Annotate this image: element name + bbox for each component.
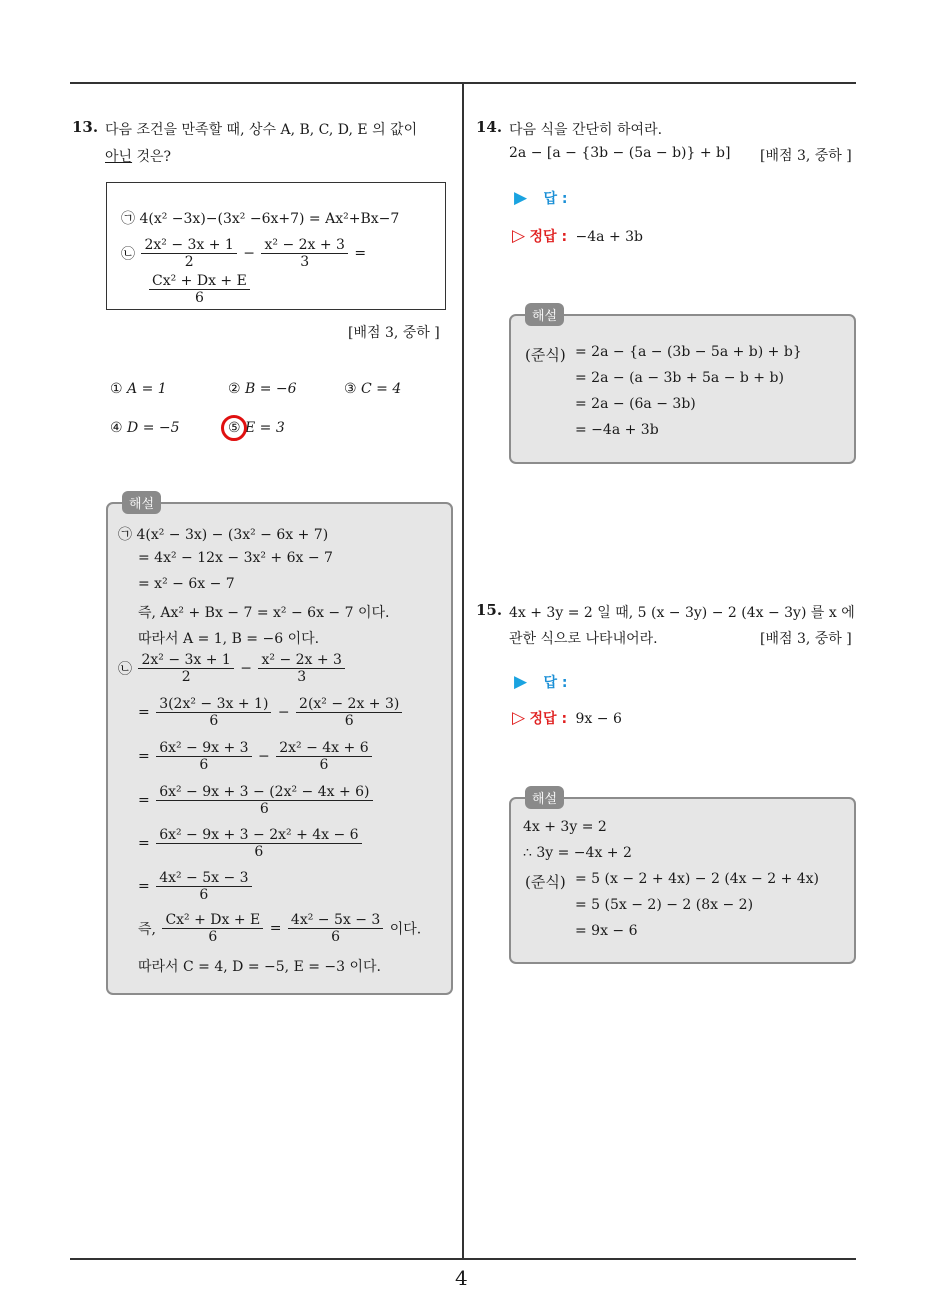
fraction <box>141 237 236 270</box>
solution-tag: 해설 <box>525 303 564 326</box>
equals-sign: = <box>354 245 367 262</box>
condition-2-rhs <box>147 273 252 306</box>
choice-mark: ② <box>228 381 241 397</box>
denominator: 2 <box>184 254 194 271</box>
fraction <box>156 784 372 817</box>
solution-box <box>509 792 856 964</box>
numerator: 3(2x² − 3x + 1) <box>156 696 271 713</box>
choice-text: E = 3 <box>245 420 285 436</box>
selected-answer-circle <box>221 415 247 441</box>
fraction <box>156 827 361 860</box>
denominator: 3 <box>297 669 307 686</box>
choice-mark: ① <box>110 381 123 397</box>
sol-line-9 <box>138 784 375 817</box>
minus-sign: − <box>240 660 253 677</box>
question-expression: 2a − [a − {3b − (5a − b)} + b] <box>509 145 731 161</box>
fraction <box>138 652 233 685</box>
sol-line-1: 4x + 3y = 2 <box>523 819 607 835</box>
sol-line-11 <box>138 870 254 903</box>
fraction <box>162 912 263 945</box>
score-label: [배점 3, 중하 ] <box>760 148 852 164</box>
numerator: 2(x² − 2x + 3) <box>296 696 402 713</box>
condition-1-expr: 4(x² −3x)−(3x² −6x+7) = Ax²+Bx−7 <box>139 211 400 227</box>
condition-mark: ㉡ <box>118 661 132 678</box>
fraction <box>296 696 402 729</box>
sol-line-2: = 2a − (a − 3b + 5a − b + b) <box>575 370 784 386</box>
question-number: 14. <box>476 118 503 136</box>
question-text: 다음 식을 간단히 하여라. <box>509 122 663 138</box>
minus-sign: − <box>258 748 270 765</box>
choice-3[interactable] <box>344 381 401 397</box>
choice-2[interactable] <box>228 381 297 397</box>
answer-input-row[interactable] <box>514 672 568 692</box>
equals-sign: = <box>138 748 150 765</box>
question-text-rest: 것은? <box>132 149 172 165</box>
denominator: 6 <box>209 713 219 730</box>
sol-line-3: = 5 (x − 2 + 4x) − 2 (4x − 2 + 4x) <box>575 871 820 887</box>
sol-line-10 <box>138 827 364 860</box>
center-divider <box>462 82 464 1260</box>
equals-sign: = <box>138 792 150 809</box>
bottom-rule <box>70 1258 856 1260</box>
denominator: 6 <box>319 757 329 774</box>
sol-line-8 <box>138 740 374 773</box>
sol-line-2: = 4x² − 12x − 3x² + 6x − 7 <box>138 550 333 566</box>
numerator: 6x² − 9x + 3 − 2x² + 4x − 6 <box>156 827 361 844</box>
correct-answer-row <box>512 226 643 246</box>
correct-arrow-icon: ▷ <box>512 226 526 246</box>
fraction <box>149 273 250 306</box>
sol-line-4: = 5 (5x − 2) − 2 (8x − 2) <box>575 897 754 913</box>
choice-text: A = 1 <box>127 381 167 397</box>
denominator: 6 <box>344 713 354 730</box>
sol-line-2: ∴ 3y = −4x + 2 <box>523 845 632 861</box>
denominator: 2 <box>181 669 191 686</box>
equals-sign: = <box>138 878 150 895</box>
condition-2 <box>121 237 366 270</box>
solution-tag: 해설 <box>525 786 564 809</box>
numerator: 2x² − 4x + 6 <box>276 740 371 757</box>
numerator: Cx² + Dx + E <box>162 912 263 929</box>
solution-tag: 해설 <box>122 491 161 514</box>
correct-arrow-icon: ▷ <box>512 708 526 728</box>
sol-line-7 <box>138 696 404 729</box>
score-label: [배점 3, 중하 ] <box>760 631 852 647</box>
score-label: [배점 3, 중하 ] <box>348 325 440 341</box>
denominator: 3 <box>300 254 310 271</box>
correct-answer-value: 9x − 6 <box>575 711 622 727</box>
fraction <box>156 740 251 773</box>
fraction <box>156 696 271 729</box>
numerator: 4x² − 5x − 3 <box>156 870 251 887</box>
fraction <box>261 237 347 270</box>
sol-line-5: 따라서 A = 1, B = −6 이다. <box>138 631 320 647</box>
question-text: 4x + 3y = 2 일 때, 5 (x − 3y) − 2 (4x − 3y) 를 x 에 <box>509 605 855 621</box>
choice-text: D = −5 <box>127 420 180 436</box>
underlined-word: 아닌 <box>105 149 133 165</box>
numerator: 2x² − 3x + 1 <box>141 237 236 254</box>
sol-suffix: 이다. <box>389 921 422 938</box>
sol-line-6 <box>118 652 347 685</box>
equals-sign: = <box>138 835 150 852</box>
answer-label: 답 : <box>543 675 568 691</box>
answer-arrow-icon: ▶ <box>514 672 528 692</box>
question-text-line2: 관한 식으로 나타내어라. <box>509 631 658 647</box>
fraction <box>258 652 344 685</box>
answer-arrow-icon: ▶ <box>514 188 528 208</box>
sol-line-1: ㉠ 4(x² − 3x) − (3x² − 6x + 7) <box>118 527 329 543</box>
denominator: 6 <box>199 757 209 774</box>
numerator: 6x² − 9x + 3 − (2x² − 4x + 6) <box>156 784 372 801</box>
numerator: 6x² − 9x + 3 <box>156 740 251 757</box>
sol-prefix: (준식) <box>525 346 566 364</box>
correct-answer-label: 정답 : <box>529 229 568 245</box>
question-number: 15. <box>476 601 503 619</box>
answer-label: 답 : <box>543 191 568 207</box>
condition-1 <box>121 208 399 228</box>
denominator: 6 <box>194 290 204 307</box>
denominator: 6 <box>254 844 264 861</box>
page-number: 4 <box>455 1266 468 1290</box>
sol-line-4: = −4a + 3b <box>575 422 659 438</box>
fraction <box>276 740 371 773</box>
numerator: x² − 2x + 3 <box>261 237 347 254</box>
correct-answer-label: 정답 : <box>529 711 568 727</box>
question-text-line2 <box>105 146 171 166</box>
equals-sign: = <box>138 704 150 721</box>
sol-line-3: = 2a − (6a − 3b) <box>575 396 696 412</box>
sol-line-13: 따라서 C = 4, D = −5, E = −3 이다. <box>138 959 382 975</box>
choice-text: C = 4 <box>361 381 402 397</box>
solution-box <box>106 497 453 995</box>
choice-4[interactable] <box>110 420 180 436</box>
sol-line-5: = 9x − 6 <box>575 923 638 939</box>
minus-sign: − <box>243 245 256 262</box>
choice-text: B = −6 <box>245 381 297 397</box>
correct-answer-row <box>512 708 622 728</box>
equals-sign: = <box>269 920 282 937</box>
denominator: 6 <box>259 801 269 818</box>
sol-prefix: 즉, <box>138 921 156 938</box>
condition-mark: ㉡ <box>121 246 135 263</box>
sol-prefix: (준식) <box>525 873 566 891</box>
sol-line-4: 즉, Ax² + Bx − 7 = x² − 6x − 7 이다. <box>138 605 390 621</box>
numerator: 2x² − 3x + 1 <box>138 652 233 669</box>
choice-mark: ④ <box>110 420 123 436</box>
sol-line-3: = x² − 6x − 7 <box>138 576 235 592</box>
numerator: x² − 2x + 3 <box>258 652 344 669</box>
sol-line-1: = 2a − {a − (3b − 5a + b) + b} <box>575 344 802 360</box>
question-text: 다음 조건을 만족할 때, 상수 A, B, C, D, E 의 값이 <box>105 122 418 138</box>
numerator: 4x² − 5x − 3 <box>288 912 383 929</box>
sol-line-12 <box>138 912 421 945</box>
denominator: 6 <box>199 887 209 904</box>
answer-input-row[interactable] <box>514 188 568 208</box>
condition-mark: ㉠ <box>121 211 135 227</box>
denominator: 6 <box>208 929 218 946</box>
solution-box <box>509 309 856 464</box>
correct-answer-value: −4a + 3b <box>575 229 643 245</box>
fraction <box>156 870 251 903</box>
minus-sign: − <box>277 704 290 721</box>
denominator: 6 <box>331 929 341 946</box>
question-number: 13. <box>72 118 99 136</box>
numerator: Cx² + Dx + E <box>149 273 250 290</box>
fraction <box>288 912 383 945</box>
condition-box <box>106 182 446 310</box>
choice-1[interactable] <box>110 381 167 397</box>
choice-mark: ⑤ <box>228 420 241 436</box>
choice-mark: ③ <box>344 381 357 397</box>
